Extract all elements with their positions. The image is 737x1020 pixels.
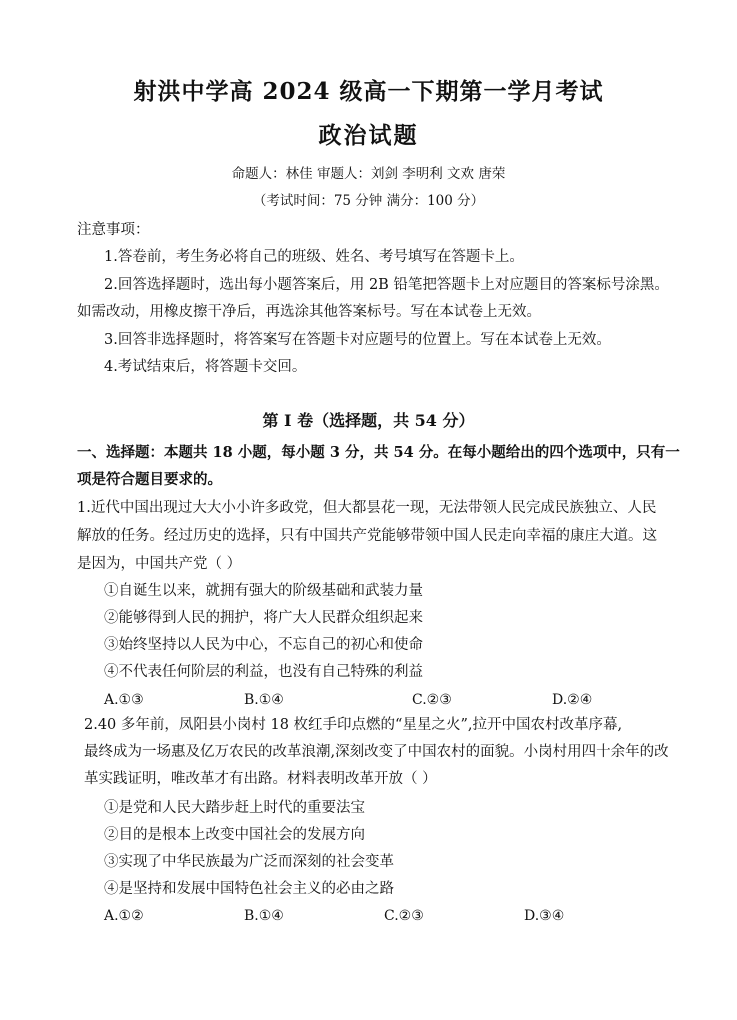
question-2-statement: ①是党和人民大踏步赶上时代的重要法宝	[104, 800, 365, 816]
section-instruction: 一、选择题：本题共 18 小题，每小题 3 分，共 54 分。在每小题给出的四个选项中，只有一	[77, 444, 680, 461]
question-2-option-b[interactable]: B.①④	[244, 908, 284, 924]
question-2-statement: ②目的是根本上改变中国社会的发展方向	[104, 827, 365, 843]
question-1-option-d[interactable]: D.②④	[552, 692, 593, 708]
section-instruction: 项是符合题目要求的。	[77, 471, 222, 488]
question-1-stem: 解放的任务。经过历史的选择，只有中国共产党能够带领中国人民走向幸福的康庄大道。这	[77, 528, 657, 544]
question-1-option-a[interactable]: A.①③	[104, 692, 144, 708]
exam-info: （考试时间：75 分钟 满分：100 分）	[252, 193, 485, 209]
notice-item: 2.回答选择题时，选出每小题答案后，用 2B 铅笔把答题卡上对应题目的答案标号涂黑。	[104, 277, 669, 293]
exam-title: 射洪中学高 2024 级高一下期第一学月考试	[133, 78, 604, 105]
question-1-statement: ②能够得到人民的拥护，将广大人民群众组织起来	[104, 610, 423, 626]
question-2-statement: ④是坚持和发展中国特色社会主义的必由之路	[104, 881, 394, 897]
question-2-stem: 革实践证明，唯改革才有出路。材料表明改革开放（ ）	[84, 771, 437, 787]
notice-heading: 注意事项：	[77, 222, 150, 238]
authors-line: 命题人：林佳 审题人：刘剑 李明利 文欢 唐荣	[231, 166, 506, 182]
notice-item: 3.回答非选择题时，将答案写在答题卡对应题号的位置上。写在本试卷上无效。	[104, 332, 611, 348]
section-title: 第 I 卷（选择题，共 54 分）	[262, 411, 475, 430]
question-2-statement: ③实现了中华民族最为广泛而深刻的社会变革	[104, 854, 394, 870]
question-2-option-c[interactable]: C.②③	[384, 908, 424, 924]
notice-item: 4.考试结束后，将答题卡交回。	[104, 359, 307, 375]
notice-item: 如需改动，用橡皮擦干净后，再选涂其他答案标号。写在本试卷上无效。	[77, 304, 541, 320]
exam-subject: 政治试题	[318, 122, 419, 149]
question-2-stem: 最终成为一场惠及亿万农民的改革浪潮,深刻改变了中国农村的面貌。小岗村用四十余年的改	[84, 744, 669, 760]
notice-item: 1.答卷前，考生务必将自己的班级、姓名、考号填写在答题卡上。	[104, 249, 524, 265]
question-2-option-a[interactable]: A.①②	[104, 908, 144, 924]
question-2-option-d[interactable]: D.③④	[524, 908, 565, 924]
question-1-option-c[interactable]: C.②③	[412, 692, 452, 708]
question-1-stem: 1.近代中国出现过大大小小许多政党，但大都昙花一现，无法带领人民完成民族独立、人民	[77, 500, 657, 516]
question-1-stem: 是因为，中国共产党（ ）	[77, 556, 242, 572]
question-1-statement: ③始终坚持以人民为中心，不忘自己的初心和使命	[104, 637, 423, 653]
question-2-stem: 2.40 多年前，凤阳县小岗村 18 枚红手印点燃的“星星之火”,拉开中国农村改革序幕,	[84, 717, 623, 733]
question-1-option-b[interactable]: B.①④	[244, 692, 284, 708]
question-1-statement: ④不代表任何阶层的利益，也没有自己特殊的利益	[104, 664, 423, 680]
question-1-statement: ①自诞生以来，就拥有强大的阶级基础和武装力量	[104, 583, 423, 599]
